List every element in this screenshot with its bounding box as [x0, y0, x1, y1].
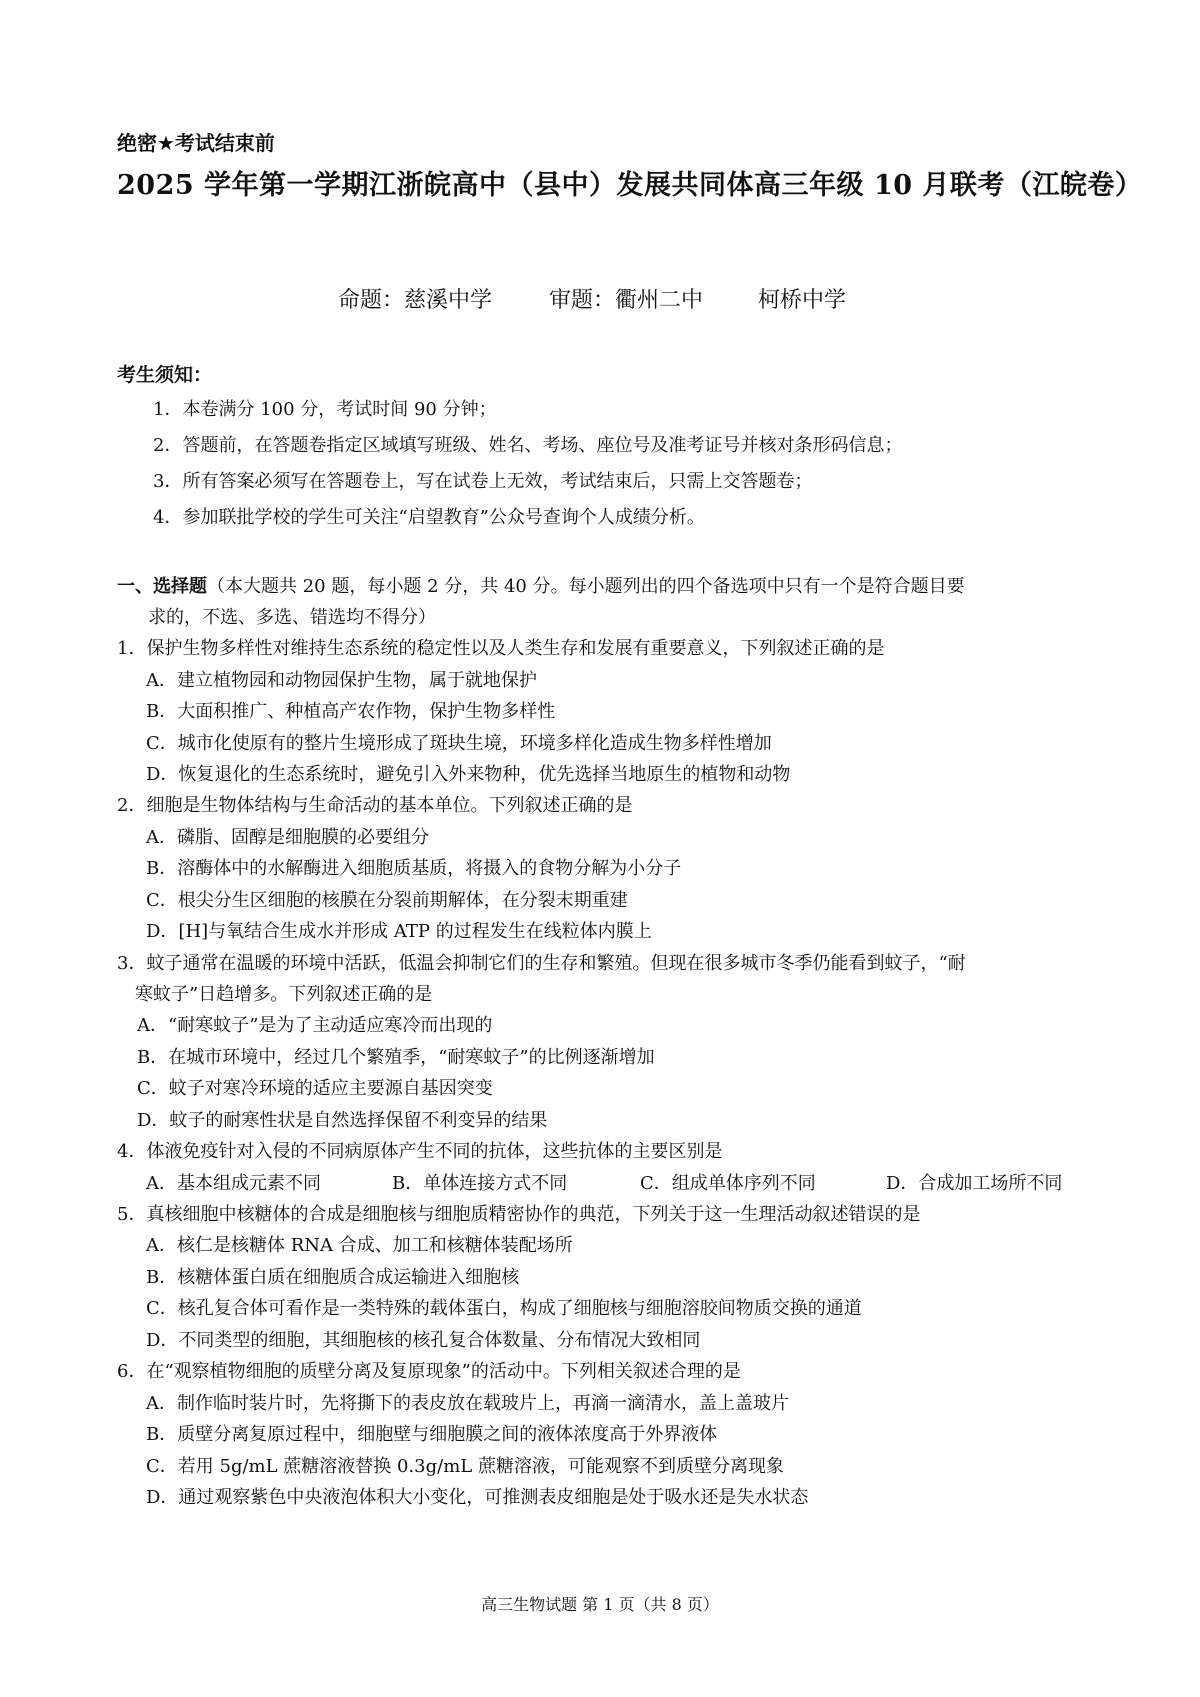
- option: A．基本组成元素不同: [146, 1173, 321, 1194]
- option: D．不同类型的细胞，其细胞核的核孔复合体数量、分布情况大致相同: [146, 1330, 701, 1351]
- question-stem: 1．保护生物多样性对维持生态系统的稳定性以及人类生存和发展有重要意义，下列叙述正确的是: [117, 638, 885, 659]
- option: D．通过观察紫色中央液泡体积大小变化，可推测表皮细胞是处于吸水还是失水状态: [146, 1487, 809, 1508]
- option: A．“耐寒蚊子”是为了主动适应寒冷而出现的: [137, 1015, 493, 1036]
- option: B．核糖体蛋白质在细胞质合成运输进入细胞核: [146, 1267, 520, 1288]
- reviewer-1: 审题：衢州二中: [549, 288, 704, 313]
- notice-item: 1．本卷满分 100 分，考试时间 90 分钟；: [153, 399, 497, 420]
- option: A．磷脂、固醇是细胞膜的必要组分: [146, 827, 429, 848]
- exam-title: 2025 学年第一学期江浙皖高中（县中）发展共同体高三年级 10 月联考（江皖卷）: [117, 170, 1143, 201]
- option: C．若用 5g/mL 蔗糖溶液替换 0.3g/mL 蔗糖溶液，可能观察不到质壁分离现象: [146, 1456, 784, 1477]
- option: B．大面积推广、种植高产农作物，保护生物多样性: [146, 701, 556, 722]
- question-stem: 2．细胞是生物体结构与生命活动的基本单位。下列叙述正确的是: [117, 795, 633, 816]
- reviewer-2: 柯桥中学: [758, 288, 847, 313]
- question-stem: 3．蚊子通常在温暖的环境中活跃，低温会抑制它们的生存和繁殖。但现在很多城市冬季仍能看到蚊子，“耐: [117, 953, 966, 974]
- option: A．制作临时装片时，先将撕下的表皮放在载玻片上，再滴一滴清水，盖上盖玻片: [146, 1393, 789, 1414]
- option: B．在城市环境中，经过几个繁殖季，“耐寒蚊子”的比例逐渐增加: [137, 1047, 655, 1068]
- section-label: 一、选择题: [117, 576, 207, 597]
- option: B．溶酶体中的水解酶进入细胞质基质，将摄入的食物分解为小分子: [146, 858, 682, 879]
- author-line: [338, 283, 846, 314]
- notice-item: 3．所有答案必须写在答题卷上，写在试卷上无效，考试结束后，只需上交答题卷；: [153, 471, 813, 492]
- question-stem: 5．真核细胞中核糖体的合成是细胞核与细胞质精密协作的典范，下列关于这一生理活动叙述错误的是: [117, 1204, 921, 1225]
- option: A．建立植物园和动物园保护生物，属于就地保护: [146, 670, 537, 691]
- option: B．质壁分离复原过程中，细胞壁与细胞膜之间的液体浓度高于外界液体: [146, 1424, 718, 1445]
- option: D．合成加工场所不同: [886, 1173, 1063, 1194]
- option: C．城市化使原有的整片生境形成了斑块生境，环境多样化造成生物多样性增加: [146, 733, 772, 754]
- option: C．蚊子对寒冷环境的适应主要源自基因突变: [137, 1078, 493, 1099]
- notice-item: 2．答题前，在答题卷指定区域填写班级、姓名、考场、座位号及准考证号并核对条形码信息；: [153, 435, 903, 456]
- notice-item: 4．参加联批学校的学生可关注“启望教育”公众号查询个人成绩分析。: [153, 507, 705, 528]
- option: A．核仁是核糖体 RNA 合成、加工和核糖体装配场所: [146, 1235, 573, 1256]
- proposer: 命题：慈溪中学: [338, 288, 493, 313]
- option: C．根尖分生区细胞的核膜在分裂前期解体，在分裂末期重建: [146, 890, 628, 911]
- question-stem: 6．在“观察植物细胞的质壁分离及复原现象”的活动中。下列相关叙述合理的是: [117, 1361, 741, 1382]
- confidential-mark: 绝密★考试结束前: [117, 131, 275, 155]
- option: C．组成单体序列不同: [640, 1173, 816, 1194]
- option: D．蚊子的耐寒性状是自然选择保留不利变异的结果: [137, 1110, 548, 1131]
- option: C．核孔复合体可看作是一类特殊的载体蛋白，构成了细胞核与细胞溶胶间物质交换的通道: [146, 1298, 862, 1319]
- option: D．恢复退化的生态系统时，避免引入外来物种，优先选择当地原生的植物和动物: [146, 764, 791, 785]
- page-footer: 高三生物试题 第 1 页（共 8 页）: [481, 1595, 719, 1614]
- option: B．单体连接方式不同: [392, 1173, 568, 1194]
- section-description: （本大题共 20 题，每小题 2 分，共 40 分。每小题列出的四个备选项中只有一个是符合题目要: [207, 576, 965, 597]
- option-row: [146, 1169, 1106, 1195]
- question-stem-cont: 寒蚊子”日趋增多。下列叙述正确的是: [135, 984, 433, 1005]
- question-stem: 4．体液免疫针对入侵的不同病原体产生不同的抗体，这些抗体的主要区别是: [117, 1141, 723, 1162]
- option: D．[H]与氧结合生成水并形成 ATP 的过程发生在线粒体内膜上: [146, 921, 652, 942]
- section-heading: [117, 572, 965, 598]
- notice-title: 考生须知：: [117, 364, 213, 386]
- section-description-cont: 求的，不选、多选、错选均不得分）: [148, 607, 436, 628]
